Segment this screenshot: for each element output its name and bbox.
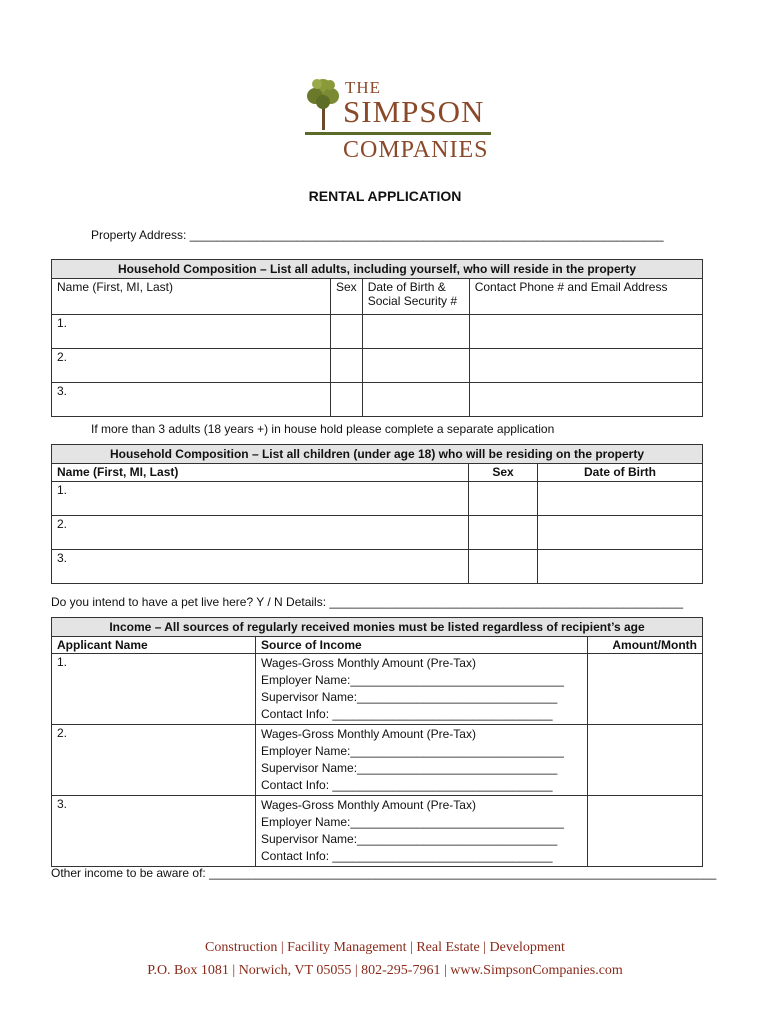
income-heading: Income – All sources of regularly received monies must be listed regardless of recipient’s age xyxy=(52,618,703,637)
logo-divider xyxy=(305,132,491,135)
income-row-2-applicant[interactable]: 2. xyxy=(52,725,256,796)
adult-row-2-contact[interactable] xyxy=(469,349,702,383)
children-table xyxy=(51,444,703,584)
adult-row-3-name[interactable]: 3. xyxy=(52,383,331,417)
income-row-1-employer[interactable]: Employer Name:________________________________ xyxy=(261,673,564,687)
adult-row-2-name[interactable]: 2. xyxy=(52,349,331,383)
adults-table xyxy=(51,259,703,417)
income-row-3-supervisor[interactable]: Supervisor Name:______________________________ xyxy=(261,832,558,846)
income-row-1-contact[interactable]: Contact Info: _________________________________ xyxy=(261,707,553,721)
child-row-1-sex[interactable] xyxy=(469,482,538,516)
income-row-1-amount[interactable] xyxy=(588,654,703,725)
income-row-3-contact[interactable]: Contact Info: _________________________________ xyxy=(261,849,553,863)
children-col-sex: Sex xyxy=(469,464,538,482)
adult-row-3-dob[interactable] xyxy=(362,383,469,417)
logo-companies: COMPANIES xyxy=(343,137,489,163)
adult-row-1-name[interactable]: 1. xyxy=(52,315,331,349)
children-col-name: Name (First, MI, Last) xyxy=(52,464,469,482)
footer-contact: P.O. Box 1081 | Norwich, VT 05055 | 802-295-7961 | www.SimpsonCompanies.com xyxy=(147,963,623,978)
child-row-2-sex[interactable] xyxy=(469,516,538,550)
income-row-2-wages: Wages-Gross Monthly Amount (Pre-Tax) xyxy=(261,727,476,741)
child-row-1-name[interactable]: 1. xyxy=(52,482,469,516)
adult-row-2-dob[interactable] xyxy=(362,349,469,383)
income-row-3-source[interactable] xyxy=(256,796,588,867)
logo-the: THE xyxy=(345,78,382,97)
income-row-1-wages: Wages-Gross Monthly Amount (Pre-Tax) xyxy=(261,656,476,670)
footer-services: Construction | Facility Management | Real Estate | Development xyxy=(205,940,565,955)
adults-note: If more than 3 adults (18 years +) in house hold please complete a separate application xyxy=(91,422,555,436)
children-heading: Household Composition – List all children (under age 18) who will be residing on the property xyxy=(52,445,703,464)
adults-col-sex: Sex xyxy=(331,279,363,315)
adult-row-1-sex[interactable] xyxy=(331,315,363,349)
income-row-3-employer[interactable]: Employer Name:________________________________ xyxy=(261,815,564,829)
children-col-dob: Date of Birth xyxy=(538,464,703,482)
child-row-3-name[interactable]: 3. xyxy=(52,550,469,584)
tree-logo-icon xyxy=(305,74,343,132)
pet-question[interactable]: Do you intend to have a pet live here? Y / N Details: _____________________________________________________ xyxy=(51,595,684,609)
income-col-applicant: Applicant Name xyxy=(52,637,256,654)
income-row-1-source[interactable] xyxy=(256,654,588,725)
adults-heading: Household Composition – List all adults, including yourself, who will reside in the property xyxy=(52,260,703,279)
other-income-field[interactable]: Other income to be aware of: ____________________________________________________________________________ xyxy=(51,866,717,880)
adult-row-2-sex[interactable] xyxy=(331,349,363,383)
income-row-2-amount[interactable] xyxy=(588,725,703,796)
adults-col-dob: Date of Birth & Social Security # xyxy=(362,279,469,315)
adult-row-1-dob[interactable] xyxy=(362,315,469,349)
adult-row-3-sex[interactable] xyxy=(331,383,363,417)
income-row-2-supervisor[interactable]: Supervisor Name:______________________________ xyxy=(261,761,558,775)
child-row-3-dob[interactable] xyxy=(538,550,703,584)
income-row-2 xyxy=(52,725,703,796)
income-col-source: Source of Income xyxy=(256,637,588,654)
child-row-2-dob[interactable] xyxy=(538,516,703,550)
income-row-1-supervisor[interactable]: Supervisor Name:______________________________ xyxy=(261,690,558,704)
income-row-2-contact[interactable]: Contact Info: _________________________________ xyxy=(261,778,553,792)
income-row-3-applicant[interactable]: 3. xyxy=(52,796,256,867)
income-col-amount: Amount/Month xyxy=(588,637,703,654)
income-row-2-employer[interactable]: Employer Name:________________________________ xyxy=(261,744,564,758)
income-table xyxy=(51,617,703,867)
income-row-3-amount[interactable] xyxy=(588,796,703,867)
company-logo xyxy=(305,74,495,166)
adults-col-name: Name (First, MI, Last) xyxy=(52,279,331,315)
income-row-3-wages: Wages-Gross Monthly Amount (Pre-Tax) xyxy=(261,798,476,812)
child-row-1-dob[interactable] xyxy=(538,482,703,516)
adult-row-3-contact[interactable] xyxy=(469,383,702,417)
child-row-2-name[interactable]: 2. xyxy=(52,516,469,550)
income-row-3 xyxy=(52,796,703,867)
adult-row-1-contact[interactable] xyxy=(469,315,702,349)
child-row-3-sex[interactable] xyxy=(469,550,538,584)
page-title: RENTAL APPLICATION xyxy=(308,188,462,204)
income-row-1-applicant[interactable]: 1. xyxy=(52,654,256,725)
adults-col-contact: Contact Phone # and Email Address xyxy=(469,279,702,315)
income-row-1 xyxy=(52,654,703,725)
logo-simpson: SIMPSON xyxy=(343,94,485,129)
income-row-2-source[interactable] xyxy=(256,725,588,796)
property-address-field[interactable]: Property Address: _______________________________________________________________________ xyxy=(91,228,664,242)
